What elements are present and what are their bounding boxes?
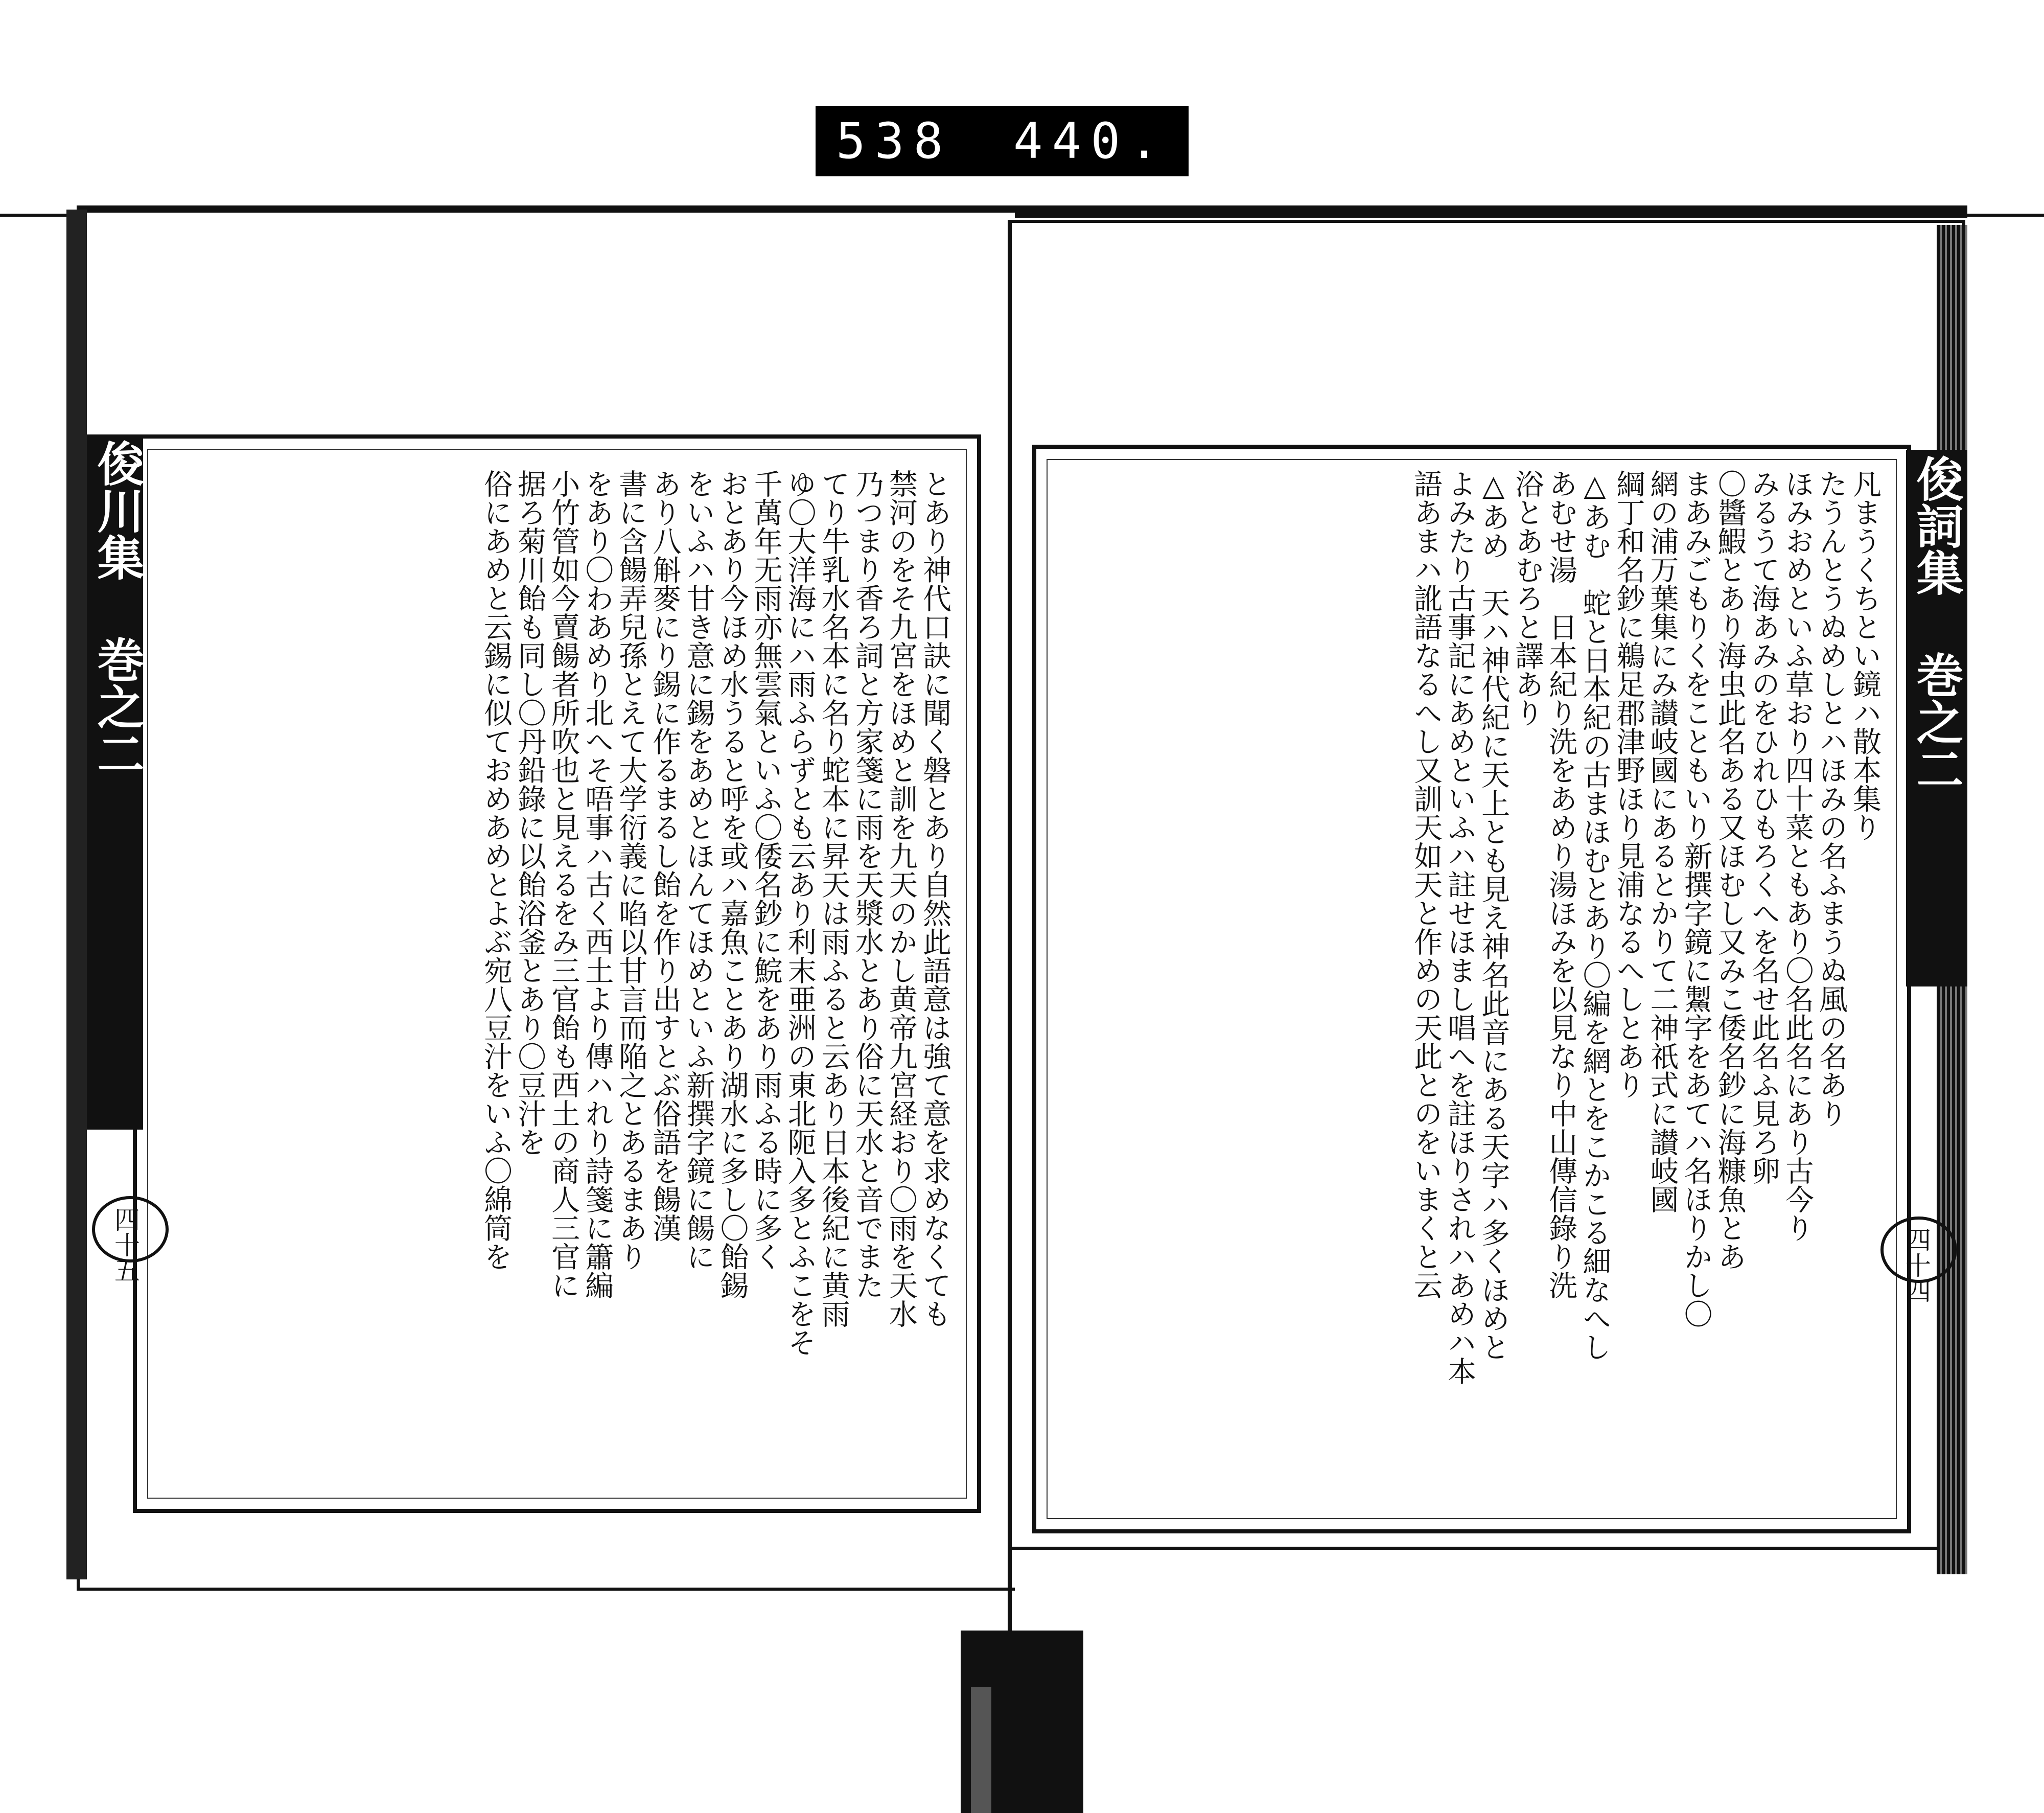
left-page-folio: 四十五 [110, 1206, 140, 1283]
archive-number-left: 538 [836, 112, 953, 170]
right-line: たうんとうぬめしとハほみの名ふまうぬ風の名あり [1814, 469, 1848, 1128]
right-line: まあみごもりくをこともいり新撰字鏡に䱥字をあてハ名ほりかし〇 [1679, 469, 1713, 1328]
left-line: 乃つまり香ろ詞と方家箋に雨を天漿水とあり俗に天水と音でまた [850, 469, 884, 1299]
right-text-frame [1032, 445, 1911, 1533]
left-page-edge [66, 210, 87, 1579]
right-text-column [1059, 469, 1882, 1491]
left-page-title: 俊川集 巻之二 [89, 440, 145, 777]
left-line: をあり〇わあめり北へそ唔事ハ古く西土より傳ハれり詩箋に簫編 [580, 469, 614, 1299]
right-line: よみたり古事記にあめといふハ註せほまし唱へを註ほりされハあめハ本 [1443, 469, 1477, 1385]
left-line: ゆ〇大洋海にハ雨ふらずとも云あり利末亜洲の東北阨入多とふこをそ [783, 469, 817, 1357]
right-line: 語あまハ訛語なるへし又訓天如天と作めの天此とのをいまくと云 [1409, 469, 1443, 1299]
right-line: △あむ 蛇と日本紀の古まほむとあり〇編を網とをこかこる細なへし [1578, 469, 1612, 1361]
left-line: 小竹管如今賣餳者所吹也と見えるをみ三官飴も西土の商人三官に [547, 469, 580, 1299]
right-line: 〇醬鰕とあり海虫此名ある又ほむし又みこ倭名鈔に海糠魚とあ [1713, 469, 1747, 1271]
left-line: 千萬年无雨亦無雲氣といふ〇倭名鈔に鯇をあり雨ふる時に多く [749, 469, 783, 1271]
right-line: △あめ 天ハ神代紀に天上とも見え神名此音にある天字ハ多くほめと [1477, 469, 1511, 1361]
right-line: あむせ湯 日本紀り洗をあめり湯ほみを以見なり中山傳信錄り洗 [1544, 469, 1578, 1299]
left-line: 据ろ菊川飴も同し〇丹鉛錄に以飴浴釜とあり〇豆汁を [513, 469, 547, 1156]
book-spine [1008, 220, 1012, 1631]
right-line: ほみおめといふ草おり四十菜ともあり〇名此名にあり古今り [1780, 469, 1814, 1242]
archive-number-right: 440. [1013, 112, 1168, 170]
left-line: あり八斛麥にり錫に作るまるし飴を作り出すとぶ俗語を餳漢 [648, 469, 682, 1242]
right-line: 網の浦万葉集にみ讃岐國にあるとかりて二神祇式に讃岐國 [1645, 469, 1679, 1213]
right-line: 凡まうくちとい鏡ハ散本集り [1848, 469, 1882, 841]
left-line: 俗にあめと云錫に似ておめあめとよぶ宛八豆汁をいふ〇綿筒を [479, 469, 513, 1271]
left-line: とあり神代口訣に聞く磐とあり自然此語意は強て意を求めなくても [918, 469, 951, 1328]
archive-tag [816, 106, 1189, 176]
binding-tassel-highlight [971, 1687, 991, 1813]
left-text-column [154, 469, 951, 1481]
left-line: 書に含餳弄兒孫とえて大学衍義に啗以甘言而陥之とあるまあり [614, 469, 648, 1271]
right-line: 浴とあむろと譯あり [1511, 469, 1544, 727]
right-page-folio: 四十四 [1901, 1227, 1931, 1303]
left-line: をいふハ甘き意に錫をあめとほんてほめといふ新撰字鏡に餳に [682, 469, 715, 1271]
left-line: 禁河のをそ九宮をほめと訓を九天のかし黄帝九宮経おり〇雨を天水 [884, 469, 918, 1328]
left-line: てり牛乳水名本に名り蛇本に昇天は雨ふると云あり日本後紀に黄雨 [817, 469, 850, 1328]
right-line: 綱丁和名鈔に鵜足郡津野ほり見浦なるへしとあり [1612, 469, 1645, 1099]
right-line: みるうて海あみのをひれひもろくへを名せ此名ふ見ろ卵 [1747, 469, 1780, 1185]
left-text-frame [133, 434, 981, 1513]
right-page-title: 俊詞集 巻之二 [1909, 455, 1964, 792]
left-line: おとあり今ほめ水うると呼を或ハ嘉魚ことあり湖水に多し〇飴錫 [715, 469, 749, 1299]
